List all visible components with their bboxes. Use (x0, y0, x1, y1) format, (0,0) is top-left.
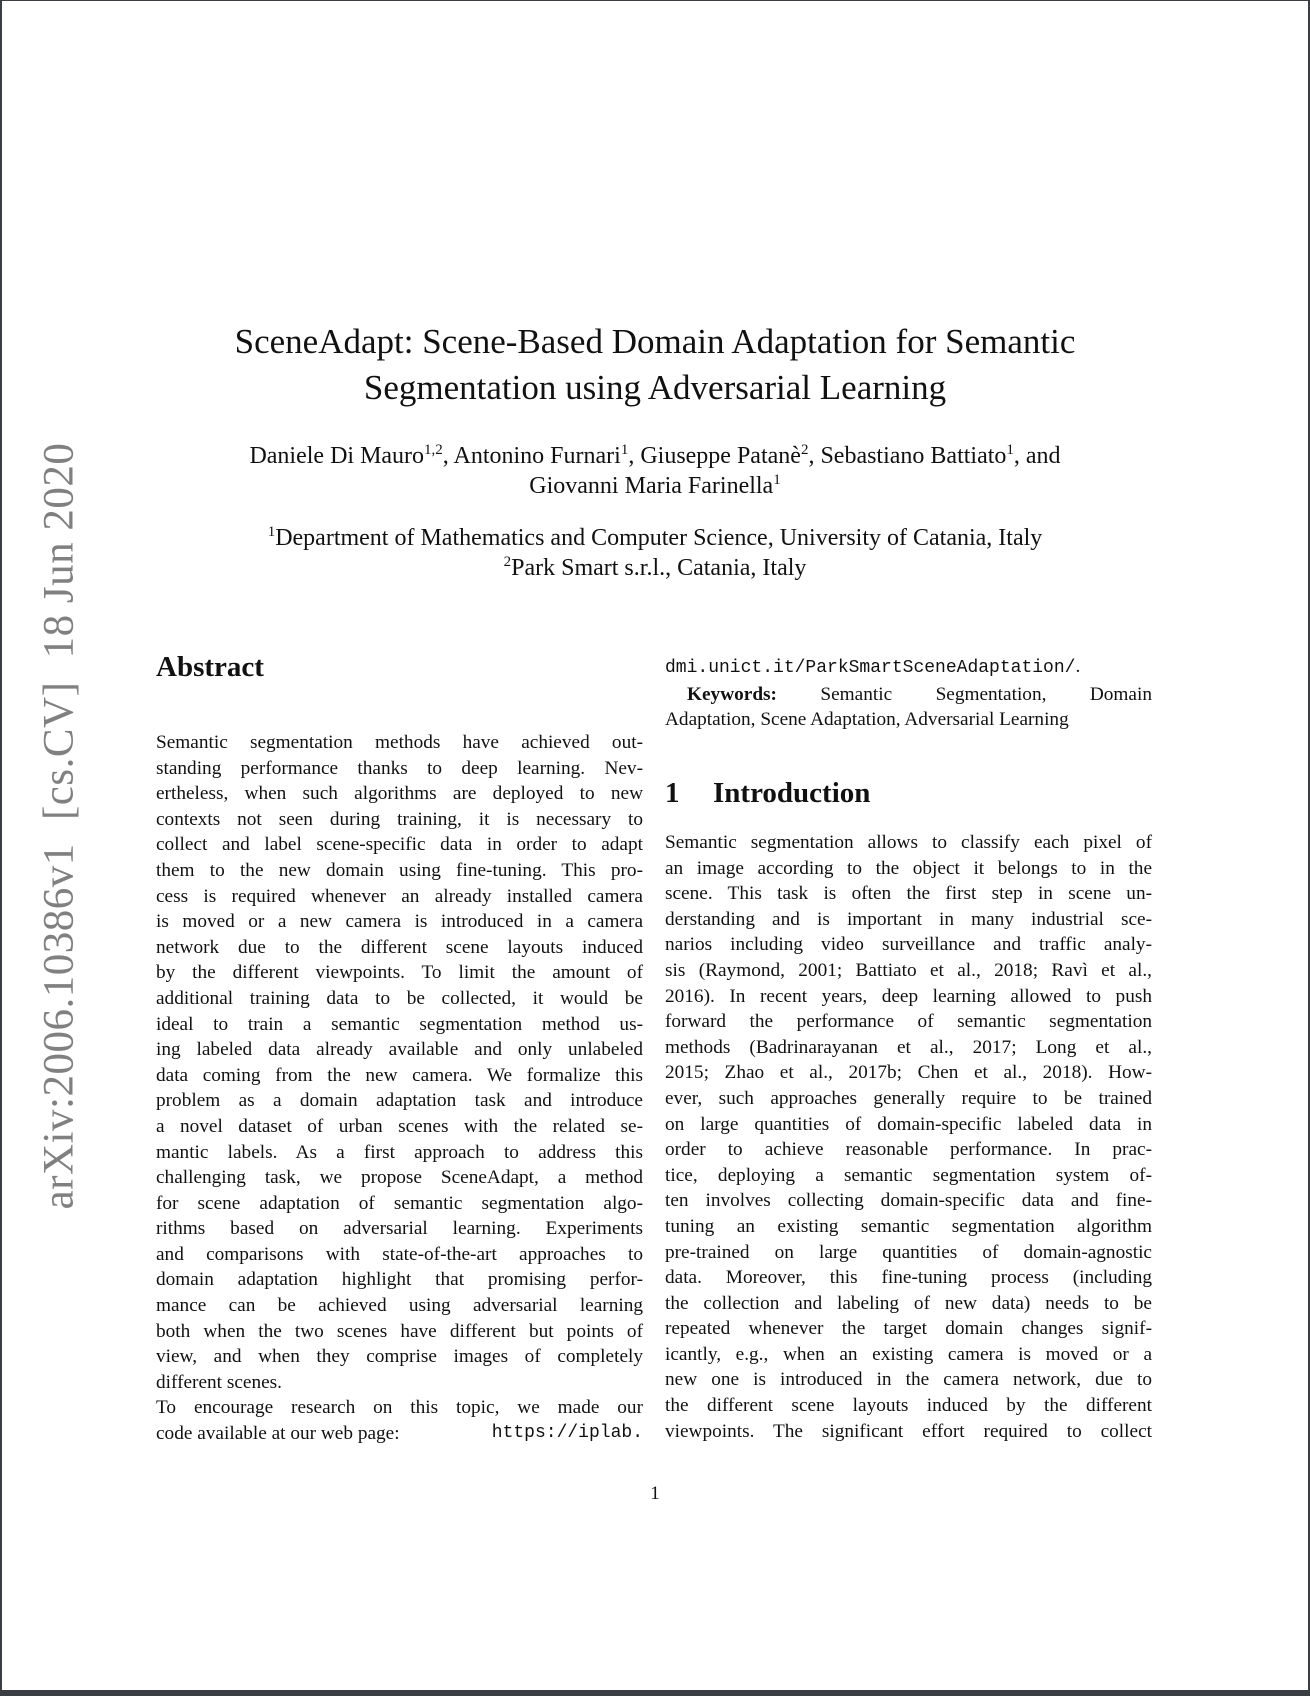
keywords-line (665, 682, 1152, 708)
text-line: for scene adaptation of semantic segmentation algo- (156, 1192, 643, 1214)
affiliation: $^2$Park Smart s.r.l., Catania, Italy (503, 554, 807, 581)
text-line: on large quantities of domain-specific labeled data in (665, 1113, 1152, 1135)
text-line: ever, such approaches generally require to be trained (665, 1087, 1152, 1109)
section-number: 1 (665, 777, 680, 809)
text-line: challenging task, we propose SceneAdapt, a method (156, 1167, 643, 1189)
section-title: Introduction (713, 777, 871, 809)
keyword: Domain (1089, 683, 1152, 705)
text-line: methods (Badrinarayanan et al., 2017; Long et al., (665, 1036, 1152, 1058)
text-line: a novel dataset of urban scenes with the related se- (156, 1115, 643, 1137)
text-line: derstanding and is important in many industrial sce- (665, 908, 1152, 930)
introduction-body (665, 830, 1152, 1444)
text-line: Semantic segmentation allows to classify each pixel of (665, 832, 1152, 853)
author-line-1 (2, 441, 1308, 471)
text-line: problem as a domain adaptation task and introduce (156, 1090, 643, 1112)
text-line: new one is introduced in the camera network, due to (665, 1369, 1152, 1391)
text-line: mance can be achieved using adversarial learning (156, 1295, 643, 1317)
text-line: Semantic segmentation methods have achieved out- (156, 732, 643, 753)
text-line: ertheless, when such algorithms are deployed to new (156, 783, 643, 805)
page-number: 1 (650, 1483, 660, 1504)
keyword: Semantic (820, 683, 893, 705)
title-line-2: Segmentation using Adversarial Learning (363, 368, 947, 407)
keyword: Segmentation, (935, 683, 1047, 705)
text-line: pre-trained on large quantities of domain-agnostic (665, 1241, 1152, 1263)
text-line: data. Moreover, this fine-tuning process (including (665, 1267, 1152, 1289)
text-line: To encourage research on this topic, we made our (156, 1397, 643, 1419)
affiliation: $^1$Department of Mathematics and Computer Science, University of Catania, Italy (267, 524, 1043, 551)
abstract-url-continued: dmi.unict.it/ParkSmartSceneAdaptation/. (665, 656, 1081, 678)
text-line: scene. This task is often the first step in scene un- (665, 883, 1152, 905)
author-list (2, 441, 1308, 501)
abstract-heading: Abstract (156, 651, 264, 683)
text-line: additional training data to be collected, it would be (156, 987, 643, 1009)
keywords-line-2: Adaptation, Scene Adaptation, Adversarial Learning (665, 709, 1069, 731)
text-line: the different scene layouts induced by the different (665, 1395, 1152, 1417)
author: Giuseppe Patanè$^2$, (640, 442, 821, 469)
project-url-link-part2[interactable]: dmi.unict.it/ParkSmartSceneAdaptation/ (665, 658, 1076, 678)
text-line: tuning an existing semantic segmentation algorithm (665, 1215, 1152, 1237)
text-line: domain adaptation highlight that promising perfor- (156, 1269, 643, 1291)
arxiv-category: [cs.CV] (35, 681, 83, 821)
text-line: 2015; Zhao et al., 2017b; Chen et al., 2018). How- (665, 1062, 1152, 1084)
keywords-label: Keywords: (687, 683, 777, 705)
author: Giovanni Maria Farinella$^1$ (529, 472, 781, 499)
arxiv-date: 18 Jun 2020 (35, 442, 83, 659)
text-line: data coming from the new camera. We formalize this (156, 1064, 643, 1086)
paper-title (2, 319, 1308, 411)
text-line: ten involves collecting domain-specific data and fine- (665, 1190, 1152, 1212)
affiliations (2, 523, 1308, 583)
text-line: standing performance thanks to deep learning. Nev- (156, 757, 643, 779)
text-line: tice, deploying a semantic segmentation system of- (665, 1164, 1152, 1186)
author: Daniele Di Mauro$^{1,2}$, (249, 442, 454, 469)
text-line: is moved or a new camera is introduced in a camera (156, 911, 643, 933)
project-url-link[interactable]: https://iplab. (491, 1423, 643, 1444)
text-line (156, 1421, 643, 1447)
text-line: viewpoints. The significant effort required to collect (665, 1420, 1152, 1442)
text-line: an image according to the object it belongs to in the (665, 857, 1152, 879)
text-line: repeated whenever the target domain changes signif- (665, 1318, 1152, 1340)
text-line: ideal to train a semantic segmentation method us- (156, 1013, 643, 1035)
text-line: icantly, e.g., when an existing camera is moved or a (665, 1343, 1152, 1365)
abstract-body (156, 730, 643, 1447)
text-line: 2016). In recent years, deep learning allowed to push (665, 985, 1152, 1007)
author: Sebastiano Battiato$^1$, and (820, 442, 1061, 469)
text-line: ing labeled data already available and only unlabeled (156, 1039, 643, 1061)
text-line: collect and label scene-specific data in order to adapt (156, 834, 643, 856)
text-line: cess is required whenever an already installed camera (156, 885, 643, 907)
text-line: narios including video surveillance and traffic analy- (665, 934, 1152, 956)
text-line: different scenes. (156, 1371, 282, 1393)
text-line: view, and when they comprise images of completely (156, 1346, 643, 1368)
abstract-continuation (665, 654, 1152, 733)
text-line: and comparisons with state-of-the-art approaches to (156, 1243, 643, 1265)
text-line: contexts not seen during training, it is necessary to (156, 808, 643, 830)
text-line: rithms based on adversarial learning. Experiments (156, 1218, 643, 1240)
text-line: network due to the different scene layouts induced (156, 936, 643, 958)
text-line: the collection and labeling of new data) needs to be (665, 1292, 1152, 1314)
text-line: forward the performance of semantic segmentation (665, 1011, 1152, 1033)
pdf-page (2, 1, 1308, 1690)
text-line: mantic labels. As a first approach to address this (156, 1141, 643, 1163)
text-line: them to the new domain using fine-tuning. This pro- (156, 859, 643, 881)
author: Antonino Furnari$^1$, (453, 442, 641, 469)
title-line-1: SceneAdapt: Scene-Based Domain Adaptation for Semantic (234, 322, 1076, 361)
arxiv-id[interactable]: arXiv:2006.10386v1 (35, 843, 83, 1210)
text-line: sis (Raymond, 2001; Battiato et al., 2018; Ravì et al., (665, 959, 1152, 981)
text-line: by the different viewpoints. To limit the amount of (156, 962, 643, 984)
section-heading-introduction (665, 773, 870, 813)
text-line: both when the two scenes have different but points of (156, 1320, 643, 1342)
author-line-2 (2, 471, 1308, 501)
text-fragment: code available at our web page: (156, 1423, 400, 1445)
text-line: order to achieve reasonable performance. In prac- (665, 1139, 1152, 1161)
